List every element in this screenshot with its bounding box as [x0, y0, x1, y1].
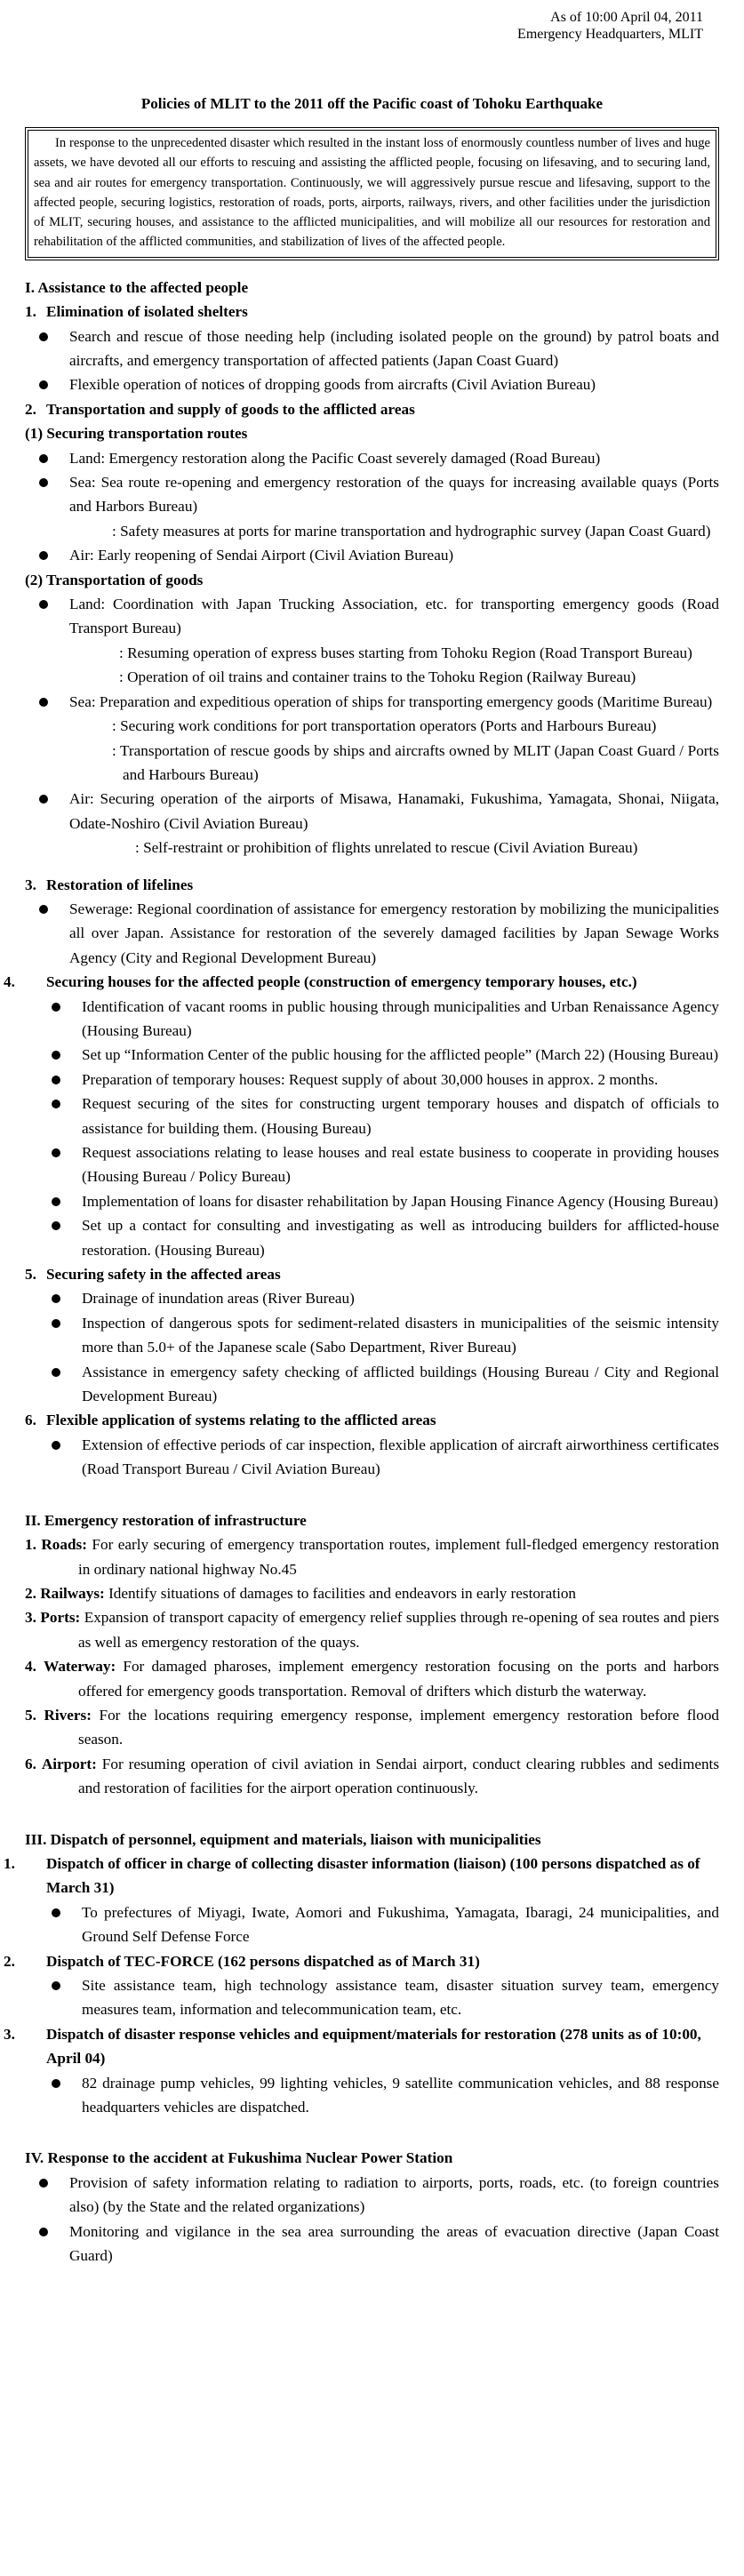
section-1-item-2-heading: 2. Transportation and supply of goods to the afflicted areas [25, 400, 415, 418]
section-1-item-5-heading: 5. Securing safety in the affected areas [25, 1266, 281, 1284]
asof-date: As of 10:00 April 04, 2011 [550, 10, 703, 25]
continuation-line: : Safety measures at ports for marine transportation and hydrographic survey (Japan Coast Guard) [112, 522, 711, 540]
list-item: Extension of effective periods of car inspection, flexible application of aircraft airworthiness certificates (Road Transport Bureau / Civil Aviation Bureau) [25, 1433, 719, 1482]
subsection-transport-routes: (1) Securing transportation routes [25, 425, 248, 443]
bullet-icon [52, 1100, 60, 1108]
list-item: Drainage of inundation areas (River Bureau) [25, 1286, 719, 1310]
section-4-title: IV. Response to the accident at Fukushima Nuclear Power Station [25, 2149, 453, 2167]
subsection-transport-goods: (2) Transportation of goods [25, 571, 204, 588]
section-3-item-3-heading: 3. Dispatch of disaster response vehicles and equipment/materials for restoration (278 units as of 10:00, April 04) [4, 2025, 701, 2068]
section-3-item-2-heading: 2. Dispatch of TEC-FORCE (162 persons dispatched as of March 31) [4, 1952, 480, 1970]
bullet-icon [52, 1294, 60, 1303]
bullet-icon [39, 332, 48, 341]
bullet-icon [52, 1197, 60, 1206]
section-1-item-4-list [25, 995, 719, 1262]
section-1-item-3-heading: 3. Restoration of lifelines [25, 876, 194, 893]
list-item: Sewerage: Regional coordination of assistance for emergency restoration by mobilizing the municipalities all over Japan. Assistance for restoration of the severely damaged facilities by Japan Sewage Works Agency (City and Regional Development Bureau) [25, 897, 719, 970]
bullet-icon [39, 551, 48, 560]
transport-goods-list-air [25, 787, 719, 836]
section-1-item-1-list [25, 324, 719, 397]
infrastructure-list [25, 1532, 719, 1800]
bullet-icon [39, 478, 48, 487]
bullet-icon [52, 1441, 60, 1450]
list-item: Inspection of dangerous spots for sediment-related disasters in municipalities of the seismic intensity more than 5.0+ of the Japanese scale (Sabo Department, River Bureau) [25, 1311, 719, 1360]
header-block [25, 9, 703, 43]
section-3-title: III. Dispatch of personnel, equipment and materials, liaison with municipalities [25, 1830, 541, 1848]
list-item: Air: Early reopening of Sendai Airport (Civil Aviation Bureau) [25, 543, 719, 567]
document-title: Policies of MLIT to the 2011 off the Pacific coast of Tohoku Earthquake [140, 95, 604, 112]
list-item: 3. Ports: Expansion of transport capacity of emergency relief supplies through re-opening of sea routes and piers as well as emergency restoration of the quays. [25, 1609, 720, 1651]
list-item: Site assistance team, high technology assistance team, disaster situation survey team, emergency measures team, information and telecommunication team, etc. [25, 1973, 719, 2022]
section-1-title: I. Assistance to the affected people [25, 278, 249, 296]
section-3-item-3-list [25, 2071, 719, 2120]
list-item: Identification of vacant rooms in public housing through municipalities and Urban Renaissance Agency (Housing Bureau) [25, 995, 719, 1044]
list-item: 6. Airport: For resuming operation of civil aviation in Sendai airport, conduct clearing rubbles and sediments and restoration of facilities for the airport operation continuously. [25, 1755, 720, 1797]
bullet-icon [39, 2228, 48, 2236]
bullet-icon [52, 1908, 60, 1917]
bullet-icon [39, 380, 48, 389]
list-item: Implementation of loans for disaster rehabilitation by Japan Housing Finance Agency (Housing Bureau) [25, 1189, 719, 1213]
section-1-item-5-list [25, 1286, 719, 1408]
list-item: Assistance in emergency safety checking of afflicted buildings (Housing Bureau / City and Regional Development Bureau) [25, 1360, 719, 1409]
list-item: Sea: Preparation and expeditious operation of ships for transporting emergency goods (Maritime Bureau) [25, 690, 719, 714]
list-item: Air: Securing operation of the airports of Misawa, Hanamaki, Fukushima, Yamagata, Shonai, Niigata, Odate-Noshiro (Civil Aviation Bureau) [25, 787, 719, 836]
section-4-list [25, 2171, 719, 2268]
list-item: 2. Railways: Identify situations of damages to facilities and endeavors in early restoration [25, 1584, 577, 1602]
bullet-icon [39, 2179, 48, 2188]
transport-goods-list-sea [25, 690, 719, 714]
list-item: Preparation of temporary houses: Request supply of about 30,000 houses in approx. 2 months. [25, 1068, 719, 1092]
bullet-icon [52, 1148, 60, 1157]
continuation-line: : Transportation of rescue goods by ships and aircrafts owned by MLIT (Japan Coast Guard / Ports and Harbours Bureau) [112, 741, 719, 783]
section-1-item-3-list [25, 897, 719, 970]
list-item: Search and rescue of those needing help (including isolated people on the ground) by patrol boats and aircrafts, and emergency transportation of affected patients (Japan Coast Guard) [25, 324, 719, 373]
list-item: Request associations relating to lease houses and real estate business to cooperate in providing houses (Housing Bureau / Policy Bureau) [25, 1140, 719, 1189]
list-item: 1. Roads: For early securing of emergency transportation routes, implement full-fledged emergency restoration in ordinary national highway No.45 [25, 1536, 720, 1578]
intro-text: In response to the unprecedented disaster which resulted in the instant loss of enormously countless number of lives and huge assets, we have devoted all our efforts to rescuing and assisting the afflicted people, focusing on lifesaving, and to securing land, sea and air routes for emergency transportation. Continuously, we will aggressively pursue rescue and lifesaving, support to the affected people, securing logistics, restoration of roads, ports, airports, railways, rivers, and other facilities under the jurisdiction of MLIT, securing houses, and assistance to the afflicted municipalities, and will mobilize all our resources for restoration and rehabilitation of the afflicted communities, and stabilization of lives of the affected people. [34, 136, 710, 250]
section-1-item-4-heading: 4. Securing houses for the affected people (construction of emergency temporary houses, etc.) [4, 973, 637, 991]
section-1-item-1-heading: 1. Elimination of isolated shelters [25, 303, 248, 321]
bullet-icon [39, 600, 48, 609]
bullet-icon [52, 1003, 60, 1012]
bullet-icon [52, 1221, 60, 1230]
bullet-icon [52, 1981, 60, 1990]
intro-box [28, 130, 716, 258]
section-2-title: II. Emergency restoration of infrastructure [25, 1511, 307, 1529]
continuation-line: : Securing work conditions for port transportation operators (Ports and Harbours Bureau) [112, 717, 657, 735]
issuing-organization: Emergency Headquarters, MLIT [517, 27, 703, 42]
section-1-item-6-heading: 6. Flexible application of systems relating to the afflicted areas [25, 1412, 436, 1429]
bullet-icon [39, 795, 48, 804]
list-item: Sea: Sea route re-opening and emergency restoration of the quays for increasing available quays (Ports and Harbors Bureau) [25, 470, 719, 519]
bullet-icon [52, 2079, 60, 2088]
continuation-line: : Resuming operation of express buses starting from Tohoku Region (Road Transport Bureau) [119, 644, 692, 661]
bullet-icon [39, 698, 48, 707]
list-item: Request securing of the sites for constructing urgent temporary houses and dispatch of officials to assistance for building them. (Housing Bureau) [25, 1092, 719, 1140]
bullet-icon [52, 1368, 60, 1377]
list-item: Set up a contact for consulting and investigating as well as introducing builders for afflicted-house restoration. (Housing Bureau) [25, 1213, 719, 1262]
list-item: 5. Rivers: For the locations requiring emergency response, implement emergency restoration before flood season. [25, 1706, 720, 1748]
list-item: Flexible operation of notices of dropping goods from aircrafts (Civil Aviation Bureau) [25, 372, 719, 396]
bullet-icon [39, 905, 48, 914]
list-item: Monitoring and vigilance in the sea area surrounding the areas of evacuation directive (Japan Coast Guard) [25, 2220, 719, 2268]
bullet-icon [39, 454, 48, 463]
continuation-line: : Self-restraint or prohibition of flights unrelated to rescue (Civil Aviation Bureau) [135, 839, 638, 857]
transport-goods-list-land [25, 592, 719, 641]
list-item: Land: Coordination with Japan Trucking Association, etc. for transporting emergency goods (Road Transport Bureau) [25, 592, 719, 641]
section-3-item-1-list [25, 1900, 719, 1949]
bullet-icon [52, 1051, 60, 1060]
bullet-icon [52, 1076, 60, 1084]
transport-routes-list [25, 446, 719, 519]
continuation-line: : Operation of oil trains and container trains to the Tohoku Region (Railway Bureau) [119, 668, 636, 686]
list-item: To prefectures of Miyagi, Iwate, Aomori and Fukushima, Yamagata, Ibaragi, 24 municipalities, and Ground Self Defense Force [25, 1900, 719, 1949]
list-item: 4. Waterway: For damaged pharoses, implement emergency restoration focusing on the ports and harbors offered for emergency goods transportation. Removal of drifters which disturb the waterway. [25, 1658, 719, 1700]
list-item: Provision of safety information relating to radiation to airports, ports, roads, etc. (to foreign countries also) (by the State and the related organizations) [25, 2171, 719, 2220]
section-3-item-2-list [25, 1973, 719, 2022]
list-item: Set up “Information Center of the public housing for the afflicted people” (March 22) (Housing Bureau) [25, 1043, 719, 1067]
transport-routes-list-air [25, 543, 719, 567]
bullet-icon [52, 1319, 60, 1328]
list-item: 82 drainage pump vehicles, 99 lighting vehicles, 9 satellite communication vehicles, and 88 response headquarters vehicles are dispatched. [25, 2071, 719, 2120]
list-item: Land: Emergency restoration along the Pacific Coast severely damaged (Road Bureau) [25, 446, 719, 470]
section-1-item-6-list [25, 1433, 719, 1482]
section-3-item-1-heading: 1. Dispatch of officer in charge of collecting disaster information (liaison) (100 persons dispatched as of March 31) [4, 1854, 700, 1897]
